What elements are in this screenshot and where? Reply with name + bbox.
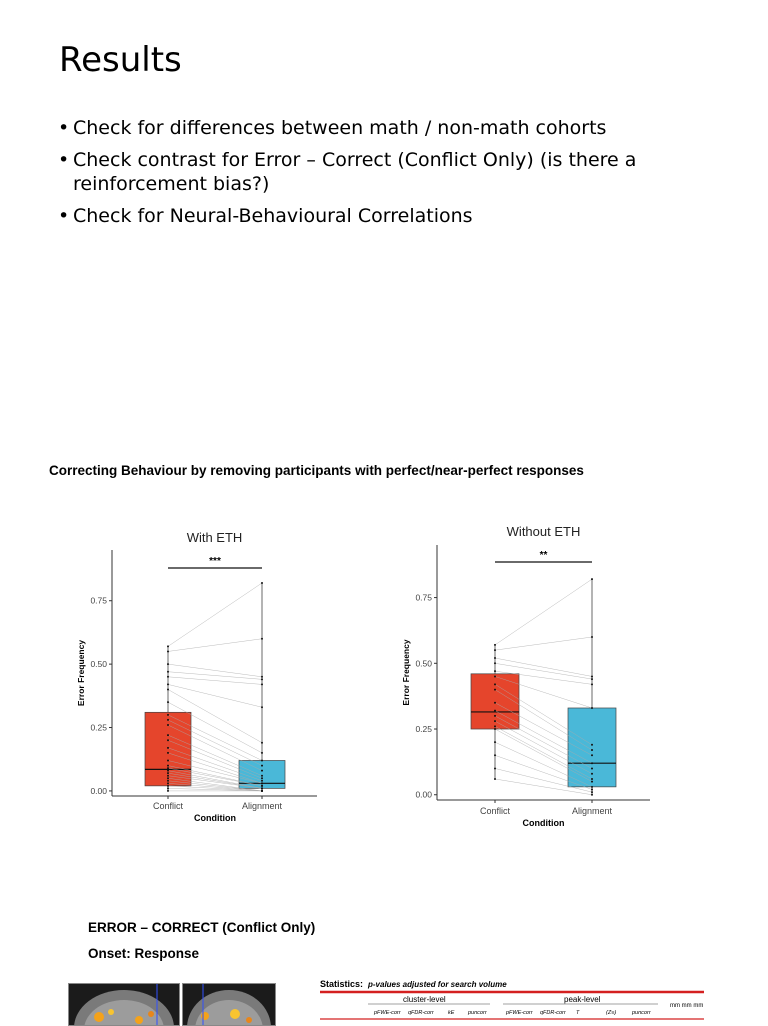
data-point <box>261 676 263 678</box>
y-tick-label: 0.00 <box>415 789 432 800</box>
data-point <box>494 670 496 672</box>
data-point <box>591 744 593 746</box>
x-tick-label: Alignment <box>241 801 283 811</box>
paired-line <box>168 583 262 646</box>
data-point <box>167 765 169 767</box>
stats-peak-label: peak-level <box>564 995 601 1004</box>
data-point <box>494 725 496 727</box>
data-point <box>167 785 169 787</box>
data-point <box>167 790 169 792</box>
data-point <box>167 752 169 754</box>
data-point <box>167 688 169 690</box>
bullet-list <box>58 116 658 236</box>
data-point <box>261 752 263 754</box>
y-tick-label: 0.75 <box>415 592 432 603</box>
data-point <box>494 649 496 651</box>
paired-line <box>168 672 262 680</box>
statistics-table <box>318 976 708 1024</box>
data-point <box>494 662 496 664</box>
significance-label: ** <box>539 550 548 561</box>
data-point <box>494 767 496 769</box>
data-point <box>494 720 496 722</box>
stats-cluster-label: cluster-level <box>403 995 446 1004</box>
data-point <box>167 676 169 678</box>
paired-line <box>168 677 262 685</box>
paired-line <box>168 664 262 677</box>
data-point <box>167 759 169 761</box>
data-point <box>261 638 263 640</box>
x-axis-label: Condition <box>194 813 236 823</box>
data-point <box>494 728 496 730</box>
data-point <box>261 780 263 782</box>
stats-col: puncorr <box>632 1010 651 1016</box>
data-point <box>167 671 169 673</box>
boxplot-without-eth <box>395 515 655 833</box>
stats-col: kE <box>448 1010 455 1016</box>
data-point <box>591 794 593 796</box>
data-point <box>591 754 593 756</box>
data-point <box>261 777 263 779</box>
data-point <box>591 778 593 780</box>
data-point <box>494 715 496 717</box>
data-point <box>591 749 593 751</box>
bullet-item: • Check for differences between math / non-math cohorts <box>58 116 658 140</box>
y-tick-label: 0.25 <box>415 724 432 735</box>
y-axis-label: Error Frequency <box>76 639 86 707</box>
data-point <box>261 782 263 784</box>
data-point <box>591 683 593 685</box>
section-heading: ERROR – CORRECT (Conflict Only) <box>88 920 316 935</box>
data-point <box>167 734 169 736</box>
data-point <box>591 773 593 775</box>
stats-col: puncorr <box>468 1010 487 1016</box>
data-point <box>494 689 496 691</box>
data-point <box>261 759 263 761</box>
stats-col: (Z≡) <box>606 1010 617 1016</box>
data-point <box>261 582 263 584</box>
stats-coords-label: mm mm mm <box>670 1003 704 1009</box>
data-point <box>167 782 169 784</box>
brain-scan-image-left <box>68 983 180 1026</box>
data-point <box>591 678 593 680</box>
stats-heading: Statistics: <box>320 979 364 989</box>
data-point <box>167 719 169 721</box>
data-point <box>167 780 169 782</box>
paired-line <box>495 579 592 645</box>
data-point <box>494 657 496 659</box>
data-point <box>167 775 169 777</box>
x-axis-label: Condition <box>522 818 565 828</box>
data-point <box>591 781 593 783</box>
stats-col: qFDR-corr <box>408 1010 434 1016</box>
brain-scan-image-right <box>182 983 276 1026</box>
bullet-item: • Check for Neural-Behavioural Correlations <box>58 204 658 228</box>
paired-line <box>168 684 262 707</box>
data-point <box>261 770 263 772</box>
data-point <box>261 790 263 792</box>
figure-caption: Correcting Behaviour by removing participants with perfect/near-perfect responses <box>49 463 584 478</box>
data-point <box>494 741 496 743</box>
data-point <box>167 701 169 703</box>
data-point <box>167 645 169 647</box>
data-point <box>261 742 263 744</box>
stats-col: pFWE-corr <box>506 1010 533 1016</box>
data-point <box>261 785 263 787</box>
paired-line <box>168 639 262 652</box>
x-tick-label: Conflict <box>479 806 511 816</box>
paired-line <box>495 637 592 650</box>
y-tick-label: 0.25 <box>90 722 107 733</box>
data-point <box>167 663 169 665</box>
x-tick-label: Conflict <box>152 801 184 811</box>
stats-col: pFWE-corr <box>374 1010 401 1016</box>
data-point <box>591 791 593 793</box>
data-point <box>494 683 496 685</box>
data-point <box>261 765 263 767</box>
data-point <box>494 754 496 756</box>
data-point <box>167 772 169 774</box>
data-point <box>591 762 593 764</box>
stats-col: qFDR-corr <box>540 1010 566 1016</box>
data-point <box>167 724 169 726</box>
data-point <box>167 787 169 789</box>
y-tick-label: 0.50 <box>90 659 107 670</box>
x-tick-label: Alignment <box>571 806 613 816</box>
data-point <box>591 636 593 638</box>
data-point <box>167 770 169 772</box>
data-point <box>261 678 263 680</box>
data-point <box>591 786 593 788</box>
slide-title: Results <box>59 40 182 80</box>
chart-title: With ETH <box>186 530 243 545</box>
data-point <box>261 775 263 777</box>
data-point <box>591 675 593 677</box>
data-point <box>494 710 496 712</box>
box-body <box>568 708 616 787</box>
data-point <box>261 706 263 708</box>
data-point <box>167 739 169 741</box>
significance-label: *** <box>209 556 221 567</box>
data-point <box>494 702 496 704</box>
data-point <box>261 683 263 685</box>
data-point <box>494 644 496 646</box>
data-point <box>261 787 263 789</box>
data-point <box>494 778 496 780</box>
data-point <box>167 777 169 779</box>
onset-label: Onset: Response <box>88 946 200 961</box>
data-point <box>591 767 593 769</box>
data-point <box>167 650 169 652</box>
stats-col: T <box>576 1010 580 1016</box>
chart-title: Without ETH <box>506 524 581 539</box>
data-point <box>494 675 496 677</box>
y-tick-label: 0.50 <box>415 658 432 669</box>
boxplot-with-eth <box>72 518 322 828</box>
data-point <box>167 767 169 769</box>
data-point <box>167 747 169 749</box>
data-point <box>591 578 593 580</box>
y-tick-label: 0.75 <box>90 595 107 606</box>
stats-subheading: p-values adjusted for search volume <box>368 980 507 989</box>
y-tick-label: 0.00 <box>90 785 107 796</box>
data-point <box>167 683 169 685</box>
data-point <box>591 707 593 709</box>
data-point <box>591 788 593 790</box>
bullet-item: • Check contrast for Error – Correct (Conflict Only) (is there a reinforcement bias?) <box>58 148 658 196</box>
data-point <box>167 714 169 716</box>
y-axis-label: Error Frequency <box>401 639 411 706</box>
